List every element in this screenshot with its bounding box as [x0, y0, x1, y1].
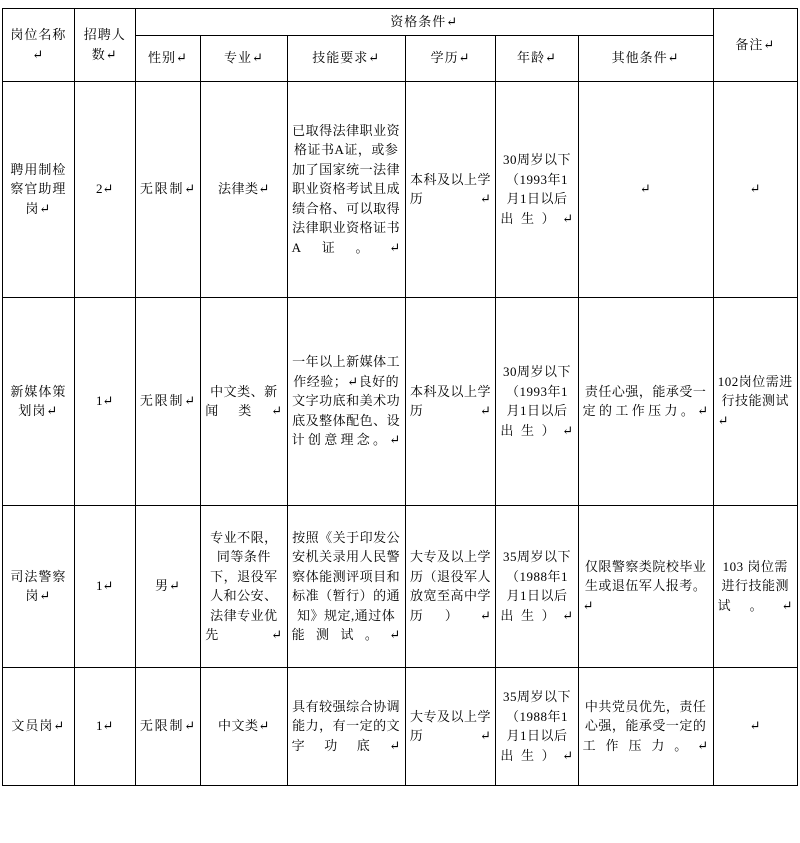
cell-education: 本科及以上学历↵: [405, 297, 496, 505]
cell-skill: 按照《关于印发公安机关录用人民警察体能测评项目和标准（暂行）的通知》规定,通过体能测试。↵: [287, 505, 405, 667]
table-row: [3, 297, 798, 505]
cell-remark: ↵: [713, 81, 797, 297]
cell-skill: 一年以上新媒体工作经验；↵良好的文字功底和美术功底及整体配色、设计创意理念。↵: [287, 297, 405, 505]
cell-major: 专业不限，同等条件下，退役军人和公安、法律专业优先↵: [201, 505, 287, 667]
cell-remark: ↵: [713, 667, 797, 785]
header-other: 其他条件↵: [578, 35, 713, 81]
cell-education: 本科及以上学历↵: [405, 81, 496, 297]
cell-hire-count: 1↵: [74, 297, 135, 505]
cell-age: 30周岁以下（1993年1月1日以后出生）↵: [496, 81, 578, 297]
table-row: [3, 81, 798, 297]
cell-remark: 103 岗位需进行技能测试。↵: [713, 505, 797, 667]
header-education: 学历↵: [405, 35, 496, 81]
cell-post-name: 司法警察岗↵: [3, 505, 75, 667]
table-row: [3, 667, 798, 785]
cell-skill: 已取得法律职业资格证书A证，或参加了国家统一法律职业资格考试且成绩合格、可以取得法律职业资格证书A证。↵: [287, 81, 405, 297]
cell-age: 35周岁以下（1988年1月1日以后出生）↵: [496, 505, 578, 667]
cell-age: 35周岁以下（1988年1月1日以后出生）↵: [496, 667, 578, 785]
table-row: [3, 505, 798, 667]
recruitment-table: [2, 8, 798, 786]
cell-other: 责任心强，能承受一定的工作压力。↵: [578, 297, 713, 505]
cell-education: 大专及以上学历↵: [405, 667, 496, 785]
table-body: [3, 81, 798, 785]
cell-hire-count: 1↵: [74, 667, 135, 785]
cell-gender: 无限制↵: [135, 297, 200, 505]
header-row-top: [3, 9, 798, 36]
cell-post-name: 文员岗↵: [3, 667, 75, 785]
cell-other: ↵: [578, 81, 713, 297]
header-skill: 技能要求↵: [287, 35, 405, 81]
cell-skill: 具有较强综合协调能力，有一定的文字功底↵: [287, 667, 405, 785]
cell-hire-count: 1↵: [74, 505, 135, 667]
cell-education: 大专及以上学历（退役军人放宽至高中学历）↵: [405, 505, 496, 667]
table-head: [3, 9, 798, 82]
header-hire-count: 招聘人数↵: [74, 9, 135, 82]
cell-major: 中文类、新闻类↵: [201, 297, 287, 505]
cell-gender: 男↵: [135, 505, 200, 667]
cell-other: 中共党员优先，责任心强，能承受一定的工作压力。↵: [578, 667, 713, 785]
header-qualification-group: 资格条件↵: [135, 9, 713, 36]
cell-major: 中文类↵: [201, 667, 287, 785]
cell-gender: 无限制↵: [135, 667, 200, 785]
cell-other: 仅限警察类院校毕业生或退伍军人报考。↵: [578, 505, 713, 667]
header-gender: 性别↵: [135, 35, 200, 81]
header-remark: 备注↵: [713, 9, 797, 82]
cell-post-name: 聘用制检察官助理岗↵: [3, 81, 75, 297]
cell-gender: 无限制↵: [135, 81, 200, 297]
cell-hire-count: 2↵: [74, 81, 135, 297]
header-post-name: 岗位名称↵: [3, 9, 75, 82]
header-age: 年龄↵: [496, 35, 578, 81]
cell-remark: 102岗位需进行技能测试↵: [713, 297, 797, 505]
cell-age: 30周岁以下（1993年1月1日以后出生）↵: [496, 297, 578, 505]
cell-major: 法律类↵: [201, 81, 287, 297]
cell-post-name: 新媒体策划岗↵: [3, 297, 75, 505]
header-major: 专业↵: [201, 35, 287, 81]
